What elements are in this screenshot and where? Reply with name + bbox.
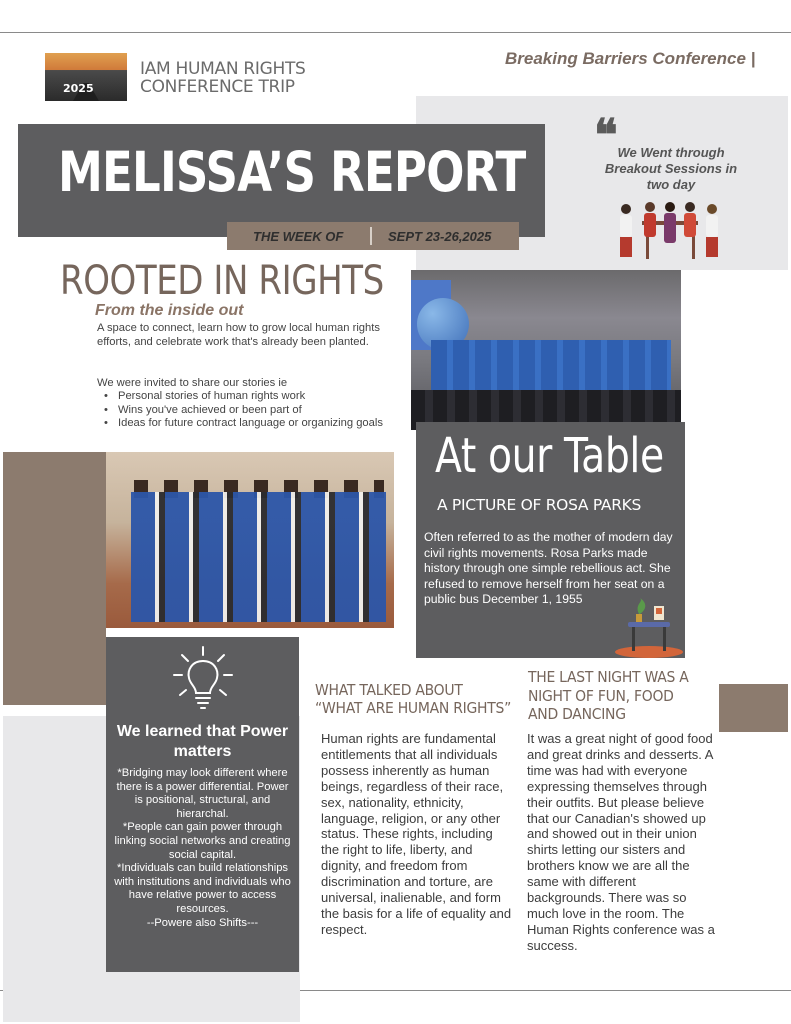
lightbulb-icon [172, 643, 234, 713]
photo-people [131, 492, 386, 622]
rosa-parks-text: Often referred to as the mother of modern day civil rights movements. Rosa Parks made history through one simple rebellious act. She refused to remove herself from her seat on a public bus December 1, 1955 [424, 530, 673, 607]
power-text [114, 767, 291, 930]
power-title: We learned that Power matters [116, 723, 289, 760]
what-title-line1: WHAT TALKED ABOUT [315, 681, 463, 699]
what-title-line2: “WHAT ARE HUMAN RIGHTS” [315, 699, 512, 717]
power-line: *People can gain power through linking social networks and creating social capital. [114, 821, 291, 861]
quote-icon: ❝ [594, 110, 618, 161]
human-rights-text: Human rights are fundamental entitlements that all individuals possess inherently as human beings, regardless of their race, sex, nationality, ethnicity, language, religion, or any other status. These rights, including the right to life, liberty, and dignity, and freedom from discrimination and torture, are universal, inalienable, and form the basis for a life of equality and respect. [321, 731, 512, 937]
conference-name: Breaking Barriers Conference | [505, 49, 756, 68]
logo-year: 2025 [63, 82, 94, 95]
trip-title [140, 60, 340, 96]
rooted-description: A space to connect, learn how to grow local human rights efforts, and celebrate work that's already been planted. [97, 322, 380, 348]
side-tan-panel [3, 452, 106, 705]
rooted-subtitle: From the inside out [95, 302, 244, 319]
table-plant-illustration [614, 596, 684, 658]
power-line: --Powere also Shifts--- [146, 916, 259, 929]
invited-text: We were invited to share our stories ie [97, 377, 288, 389]
road-2025-logo-image [45, 53, 127, 101]
list-item: • Ideas for future contract language or organizing goals [104, 417, 404, 431]
at-our-table-title: At our Table [435, 428, 664, 484]
week-separator [370, 227, 372, 245]
week-label: THE WEEK OF [253, 229, 344, 244]
what-talked-about-title [315, 681, 511, 717]
top-divider [0, 32, 791, 33]
week-bar [227, 222, 519, 250]
list-item: • Personal stories of human rights work [104, 390, 404, 404]
last-night-title: THE LAST NIGHT WAS A NIGHT OF FUN, FOOD AND DANCING [528, 668, 689, 723]
list-item: • Wins you've achieved or been part of [104, 404, 404, 418]
power-line: *Bridging may look different where there is a power differential. Power is positional, structural, and hierarchal. [116, 767, 289, 820]
power-line: *Individuals can build relationships with institutions and individuals who have relative power to access resources. [114, 862, 291, 915]
rosa-parks-title: A PICTURE OF ROSA PARKS [437, 496, 642, 514]
last-night-text: It was a great night of good food and great drinks and desserts. A time was had with everyone expressing themselves through their outfits. But please believe that our Canadian's showed up and showed out in their union shirts letting our sisters and brothers know we are all the same with different backgrounds. There was so much love in the room. The Human Rights conference was a success. [527, 731, 715, 953]
quote-text: We Went through Breakout Sessions in two day [604, 145, 738, 192]
group-photo-backs [411, 270, 681, 430]
trip-title-line2: CONFERENCE TRIP [140, 77, 295, 97]
report-title: MELISSA’S REPORT [58, 140, 526, 204]
rooted-title: ROOTED IN RIGHTS [60, 258, 384, 304]
trip-title-line1: IAM HUMAN RIGHTS [140, 59, 306, 79]
breakout-people-illustration [612, 199, 728, 263]
tan-accent-square [719, 684, 788, 732]
week-dates: SEPT 23-26,2025 [388, 229, 492, 244]
invited-bullet-list [104, 390, 404, 431]
team-photo [106, 452, 394, 628]
